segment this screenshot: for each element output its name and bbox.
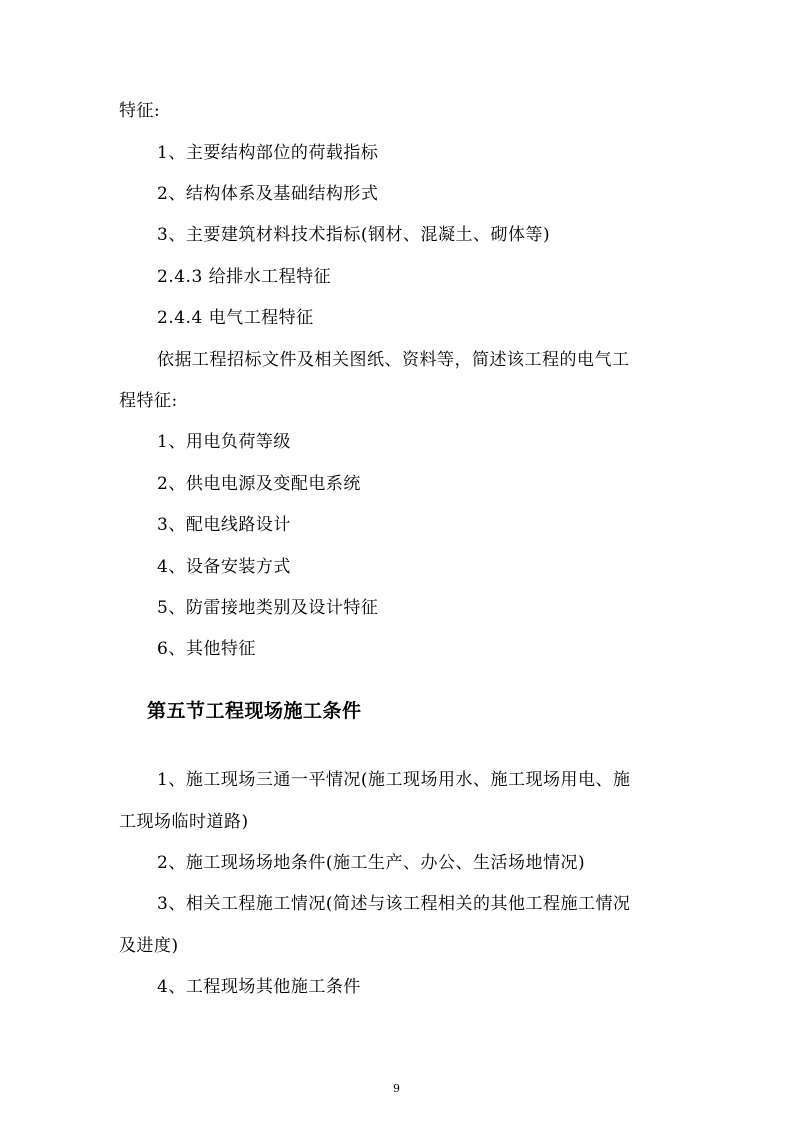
page-number: 9 <box>393 1082 400 1095</box>
list-item: 2、结构体系及基础结构形式 <box>157 184 379 204</box>
list-item: 3、配电线路设计 <box>157 515 291 535</box>
list-item-continuation: 工现场临时道路) <box>119 812 249 832</box>
section-heading: 第五节工程现场施工条件 <box>147 700 362 722</box>
list-item: 1、施工现场三通一平情况(施工现场用水、施工现场用电、施 <box>157 770 631 790</box>
subsection-heading: 2.4.3 给排水工程特征 <box>157 267 332 287</box>
list-item: 6、其他特征 <box>157 639 256 659</box>
list-item: 1、主要结构部位的荷载指标 <box>157 143 379 163</box>
list-item: 4、设备安装方式 <box>157 557 291 577</box>
list-item: 5、防雷接地类别及设计特征 <box>157 598 379 618</box>
text-line: 特征: <box>119 101 161 121</box>
list-item-continuation: 及进度) <box>119 936 179 956</box>
list-item: 2、施工现场场地条件(施工生产、办公、生活场地情况) <box>157 853 586 873</box>
paragraph-line: 依据工程招标文件及相关图纸、资料等，简述该工程的电气工 <box>157 350 630 370</box>
list-item: 3、主要建筑材料技术指标(钢材、混凝土、砌体等) <box>157 225 551 245</box>
subsection-heading: 2.4.4 电气工程特征 <box>157 308 314 328</box>
paragraph-line: 程特征: <box>119 391 178 411</box>
list-item: 3、相关工程施工情况(简述与该工程相关的其他工程施工情况 <box>157 894 631 914</box>
list-item: 4、工程现场其他施工条件 <box>157 977 361 997</box>
list-item: 1、用电负荷等级 <box>157 432 291 452</box>
list-item: 2、供电电源及变配电系统 <box>157 474 361 494</box>
